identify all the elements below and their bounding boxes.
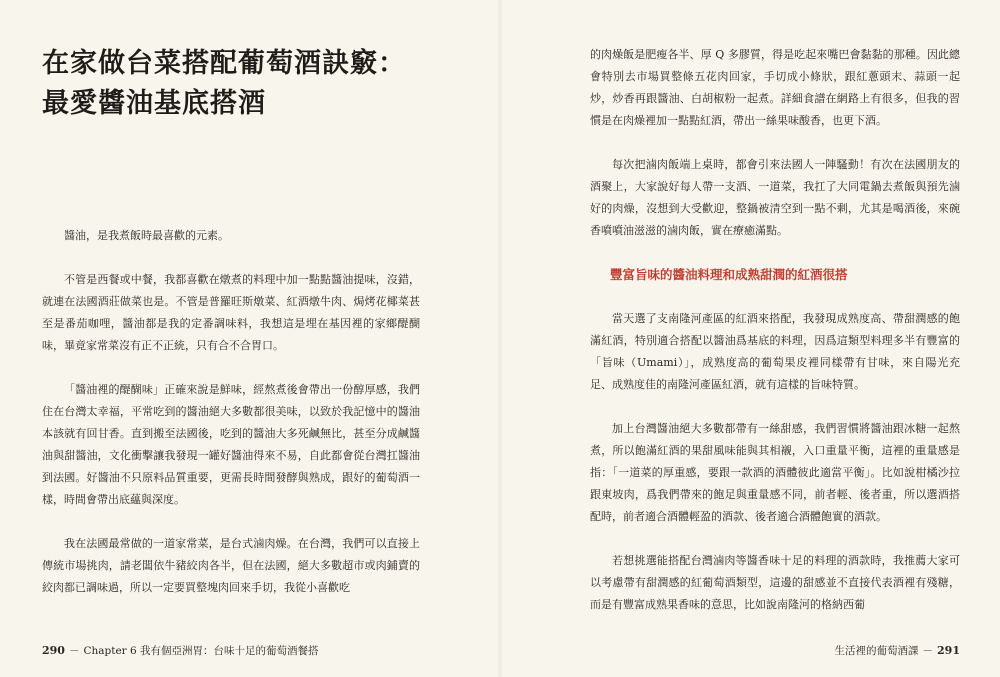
- paragraph-continued: 的肉燥飯是肥瘦各半、厚 Q 多膠質，得是吃起來嘴巴會黏黏的那種。因此總會特別去市場買整條五花肉回家，手切成小條狀，跟紅蔥頭末、蒜頭一起炒，炒香再跟醬油、白胡椒粉一起煮。詳細食譜在網路上有很多，但我的習慣是在肉燥裡加一點點紅酒，帶出一絲果味酸香，也更下酒。: [590, 48, 960, 127]
- paragraph: 我在法國最常做的一道家常菜，是台式滷肉燥。在台灣，我們可以直接上傳統市場挑肉，請老闆依牛豬絞肉各半，但在法國，絕大多數超市或肉鋪賣的絞肉都已調味過，所以一定要買整塊肉回來手切，我從小喜歡吃: [42, 537, 420, 594]
- paragraph: 若想挑選能搭配台灣滷肉等醬香味十足的料理的酒款時，我推薦大家可以考慮帶有甜潤感的紅葡萄酒類型，這邊的甜感並不直接代表酒裡有殘糖，而是有豐富成熟果香味的意思，比如說南隆河的格納西葡: [590, 554, 960, 611]
- paragraph: 「醬油裡的醍醐味」正確來說是鮮味，經熬煮後會帶出一份醇厚感，我們住在台灣太幸福，平常吃到的醬油絕大多數都很美味，以致於我記憶中的醬油本該就有回甘香。直到搬至法國後，吃到的醬油大多死鹹無比，甚至分成鹹醬油與甜醬油，文化衝擊讓我發現一罐好醬油得來不易，自此都會從台灣扛醬油到法國。好醬油不只原料品質重要，更需長時間發酵與熟成，跟好的葡萄酒一樣，時間會帶出底蘊與深度。: [42, 383, 420, 506]
- footer-chapter-label: Chapter 6 我有個亞洲胃：台味十足的葡萄酒餐搭: [83, 645, 319, 657]
- right-running-footer: [835, 644, 960, 658]
- paragraph: 當天選了支南隆河產區的紅酒來搭配，我發現成熟度高、帶甜潤感的飽滿紅酒，特別適合搭配以醬油爲基底的料理，因爲這類型料理多半有豐富的「旨味（Umami）」，成熟度高的葡萄果皮裡同樣帶有甘味，來自陽光充足、成熟度佳的南隆河產區紅酒，就有這樣的旨味特質。: [590, 312, 960, 391]
- footer-dash: －: [68, 645, 80, 657]
- footer-book-label: 生活裡的葡萄酒課: [834, 645, 919, 657]
- left-running-footer: [42, 644, 319, 658]
- chapter-title-line-1: 在家做台菜搭配葡萄酒訣竅：: [42, 48, 406, 79]
- section-heading: 豐富旨味的醬油料理和成熟甜潤的紅酒很搭: [610, 267, 848, 282]
- paragraph: 加上台灣醬油絕大多數都帶有一絲甜感，我們習慣將醬油跟冰糖一起熬煮，所以飽滿紅酒的果甜風味能與其相襯，入口重量平衡，這裡的重量感是指：「一道菜的厚重感，要跟一款酒的酒體彼此適當平衡」。比如說柑橘沙拉跟東坡肉，爲我們帶來的飽足與重量感不同，前者輕、後者重，所以選酒搭配時，前者適合酒體輕盈的酒款、後者適合酒體飽實的酒款。: [590, 422, 960, 523]
- chapter-title: [42, 44, 472, 124]
- right-page: [500, 0, 1000, 677]
- right-body-text: [590, 44, 960, 638]
- chapter-title-line-2: 最愛醬油基底搭酒: [42, 88, 266, 119]
- paragraph: 每次把滷肉飯端上桌時，都會引來法國人一陣騷動！有次在法國朋友的酒聚上，大家說好每人帶一支酒、一道菜，我扛了大同電鍋去煮飯與預先滷好的肉燥，沒想到大受歡迎，整鍋被清空到一點不剩，尤其是喝酒後，來碗香噴噴油滋滋的滷肉飯，實在療癒滿點。: [590, 158, 960, 237]
- left-body-text: [42, 225, 420, 621]
- page-number: 291: [937, 644, 960, 657]
- paragraph: 不管是西餐或中餐，我都喜歡在燉煮的料理中加一點點醬油提味，沒錯，就連在法國酒莊做菜也是。不管是普羅旺斯燉菜、紅酒燉牛肉、焗烤花椰菜甚至是番茄咖哩，醬油都是我的定番調味料，我想這是埋在基因裡的家鄉醍醐味，畢竟家常菜沒有正不正統，只有合不合胃口。: [42, 273, 420, 352]
- page-number: 290: [42, 644, 65, 657]
- footer-dash: －: [922, 645, 934, 657]
- paragraph: 醬油，是我煮飯時最喜歡的元素。: [64, 229, 229, 242]
